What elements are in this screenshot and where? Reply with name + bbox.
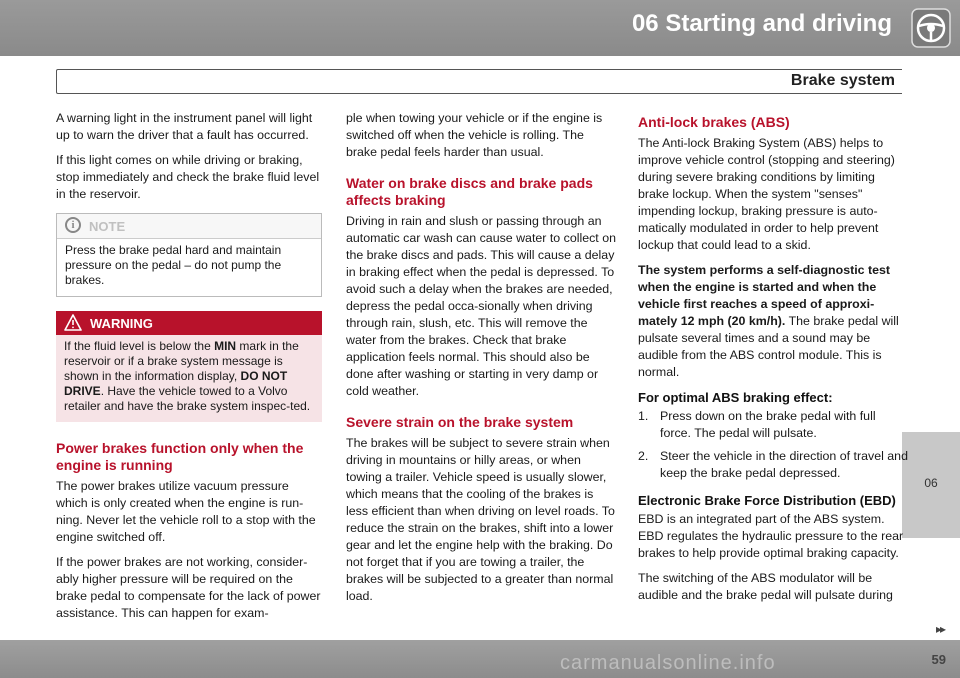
note-header — [57, 214, 321, 239]
warning-triangle-icon — [64, 314, 82, 331]
chapter-sidebar — [902, 56, 960, 640]
heading-abs: Anti-lock brakes (ABS) — [638, 114, 790, 130]
chapter-header-bar — [0, 0, 960, 56]
heading-power-brakes: Power brakes function only when the engine is running — [56, 440, 304, 473]
paragraph: ple when towing your vehicle or if the engine is switched off when the vehicle is rolling. The brake pedal feels harder than usual. — [346, 111, 603, 159]
note-title: NOTE — [89, 219, 126, 234]
paragraph: The power brakes utilize vacuum pressure which is only created when the engine is run-ning. Never let the vehicle roll to a stop with the engine switched off. — [56, 479, 316, 544]
chapter-tab[interactable] — [902, 432, 960, 538]
steps-list — [638, 408, 908, 482]
chapter-tab-label: 06 — [924, 476, 938, 490]
paragraph: If this light comes on while driving or braking, stop immediately and check the brake fluid level in the reservoir. — [56, 153, 320, 201]
warning-header — [56, 311, 322, 335]
page-number: 59 — [931, 652, 946, 667]
note-text: Press the brake pedal hard and maintain pressure on the pedal – do not pump the brakes. — [65, 243, 282, 287]
heading-severe-strain: Severe strain on the brake system — [346, 414, 574, 430]
heading-ebd: Electronic Brake Force Distribution (EBD) — [638, 493, 896, 508]
info-icon: i — [65, 217, 81, 233]
column-2 — [346, 110, 616, 613]
list-item: 2. Steer the vehicle in the direction of travel and keep the brake pedal depressed. — [638, 449, 908, 480]
warning-text: If the fluid level is below the MIN mark in the reservoir or if a brake system message is shown in the information display, DO NOT DRIVE. Have the vehicle towed to a Volvo retailer and have the brake system inspec-ted. — [64, 339, 311, 413]
column-1 — [56, 110, 322, 630]
paragraph: The system performs a self-diagnostic test when the engine is started and when the vehicle first reaches a speed of approxi-mately 12 mph (20 km/h). The brake pedal will pulsate several times and a sound may be audible from the ABS control module. This is normal. — [638, 263, 899, 379]
paragraph: EBD is an integrated part of the ABS system. EBD regulates the hydraulic pressure to the rear brakes to help provide optimal braking capacity. — [638, 512, 904, 560]
paragraph: Driving in rain and slush or passing through an automatic car wash can cause water to collect on the brake discs and pads. This will cause a delay in braking effect when the pedal is depressed. To avoid such a delay when the brakes are needed, depress the pedal occa-sionally when driving through rain, slush, etc. This will remove the water from the brakes. Check that brake application feels normal. This should also be done after washing or starting in very damp or cold weather. — [346, 214, 616, 398]
section-title: Brake system — [790, 72, 895, 89]
heading-optimal-abs: For optimal ABS braking effect: — [638, 390, 833, 405]
paragraph: The switching of the ABS modulator will be audible and the brake pedal will pulsate during — [638, 571, 893, 602]
warning-box — [56, 311, 322, 422]
column-3 — [638, 110, 908, 612]
paragraph: If the power brakes are not working, consider-ably higher pressure will be required on the brake pedal to compensate for the lack of power assistance. This can happen for exam- — [56, 555, 321, 620]
section-header — [56, 69, 906, 94]
heading-water-on-brakes: Water on brake discs and brake pads affects braking — [346, 175, 593, 208]
warning-title: WARNING — [90, 316, 153, 331]
footer-bar — [0, 640, 960, 678]
note-box — [56, 213, 322, 297]
list-item: 1. Press down on the brake pedal with full force. The pedal will pulsate. — [638, 409, 876, 440]
next-page-arrows-icon[interactable]: ▸▸ — [935, 622, 944, 636]
paragraph: The Anti-lock Braking System (ABS) helps to improve vehicle control (stopping and steering) during severe braking conditions by limiting brake lockup. When the system "senses" impending lockup, braking pressure is auto-matically modulated in order to help prevent lockup that could lead to a skid. — [638, 136, 895, 252]
chapter-title: 06 Starting and driving — [631, 10, 892, 37]
paragraph: A warning light in the instrument panel will light up to warn the driver that a fault has occurred. — [56, 111, 313, 142]
paragraph: The brakes will be subject to severe strain when driving in mountains or hilly areas, or when towing a trailer. Vehicle speed is usually slower, which means that the cooling of the brakes is less efficient than when driving on level roads. To reduce the strain on the brakes, shift into a lower gear and let the engine help with the braking. Do not forget that if you are towing a trailer, the brakes will be subjected to a greater than normal load. — [346, 436, 615, 603]
steering-wheel-icon — [902, 0, 960, 56]
watermark: carmanualsonline.info — [560, 652, 776, 674]
